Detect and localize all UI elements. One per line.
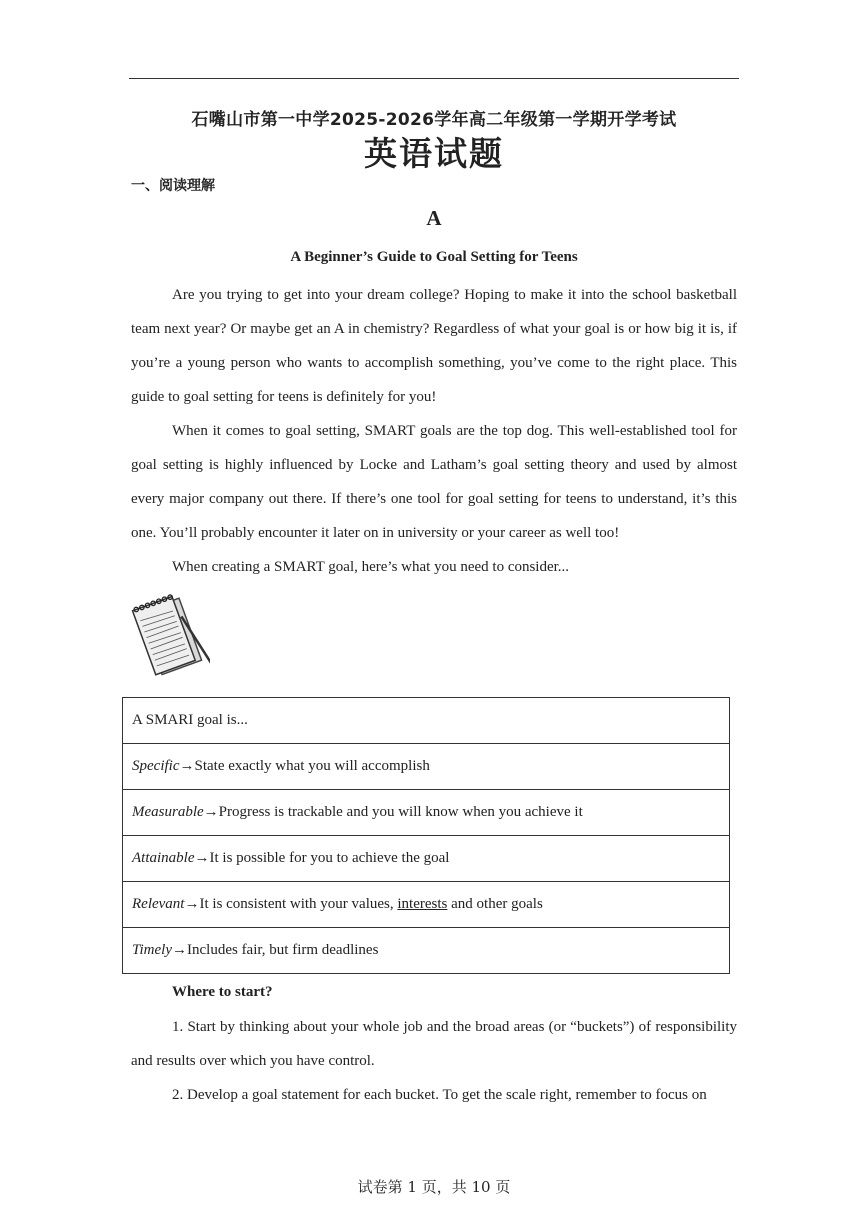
passage-label: A [426, 206, 442, 230]
table-row [123, 836, 730, 882]
smart-goal-table [122, 697, 730, 974]
smart-desc: It is possible for you to achieve the goal [209, 850, 450, 866]
where-item-2: 2. Develop a goal statement for each bucket. To get the scale right, remember to focus on [172, 1087, 707, 1103]
underlined-word: interests [397, 896, 448, 912]
passage-title: A Beginner’s Guide to Goal Setting for Teens [290, 249, 578, 265]
where-item-1: 1. Start by thinking about your whole job and the broad areas (or “buckets”) of responsibility and results over which you have control. [131, 1019, 737, 1069]
smart-term-measurable: Measurable [132, 804, 204, 820]
table-row [123, 698, 730, 744]
paragraph-3: When creating a SMART goal, here’s what you need to consider... [172, 559, 570, 575]
smart-term-timely: Timely [132, 942, 172, 958]
exam-title: 石嘴山市第一中学2025-2026学年高二年级第一学期开学考试 [191, 110, 677, 130]
table-row [123, 790, 730, 836]
notepad-icon [128, 592, 210, 684]
arrow: → [179, 758, 195, 774]
table-cell [123, 744, 730, 790]
table-cell [123, 882, 730, 928]
smart-desc: State exactly what you will accomplish [194, 758, 430, 774]
header-rule [129, 78, 739, 79]
where-to-start-heading: Where to start? [172, 984, 273, 1000]
arrow: → [172, 942, 187, 958]
smart-term-specific: Specific [132, 758, 180, 774]
arrow: → [203, 804, 219, 820]
table-row [123, 744, 730, 790]
smart-desc: and other goals [447, 896, 543, 912]
table-row [123, 928, 730, 974]
table-header-text: A SMARI goal is... [132, 712, 248, 728]
paragraph-2: When it comes to goal setting, SMART goals are the top dog. This well-established tool for goal setting is highly influenced by Locke and Latham’s goal setting theory and used by almost every major company out there. If there’s one tool for goal setting for teens to understand, it’s this one. You’ll probably encounter it later on in university or your career as well too! [131, 423, 737, 541]
table-cell [123, 928, 730, 974]
arrow: → [194, 850, 210, 866]
section-heading: 一、阅读理解 [131, 178, 215, 194]
smart-desc: It is consistent with your values, [199, 896, 398, 912]
table-cell [123, 698, 730, 744]
smart-term-attainable: Attainable [132, 850, 195, 866]
subject-title: 英语试题 [364, 134, 504, 173]
smart-term-relevant: Relevant [132, 896, 185, 912]
table-row [123, 882, 730, 928]
paragraph-1: Are you trying to get into your dream college? Hoping to make it into the school basketball team next year? Or maybe get an A in chemistry? Regardless of what your goal is or how big it is, if you’re a young person who wants to accomplish something, you’ve come to the right place. This guide to goal setting for teens is definitely for you! [131, 287, 737, 405]
table-cell [123, 836, 730, 882]
page-footer: 试卷第 1 页，共 10 页 [357, 1178, 511, 1196]
arrow: → [184, 896, 200, 912]
smart-desc: Progress is trackable and you will know when you achieve it [218, 804, 583, 820]
table-cell [123, 790, 730, 836]
smart-desc: Includes fair, but firm deadlines [187, 942, 379, 958]
